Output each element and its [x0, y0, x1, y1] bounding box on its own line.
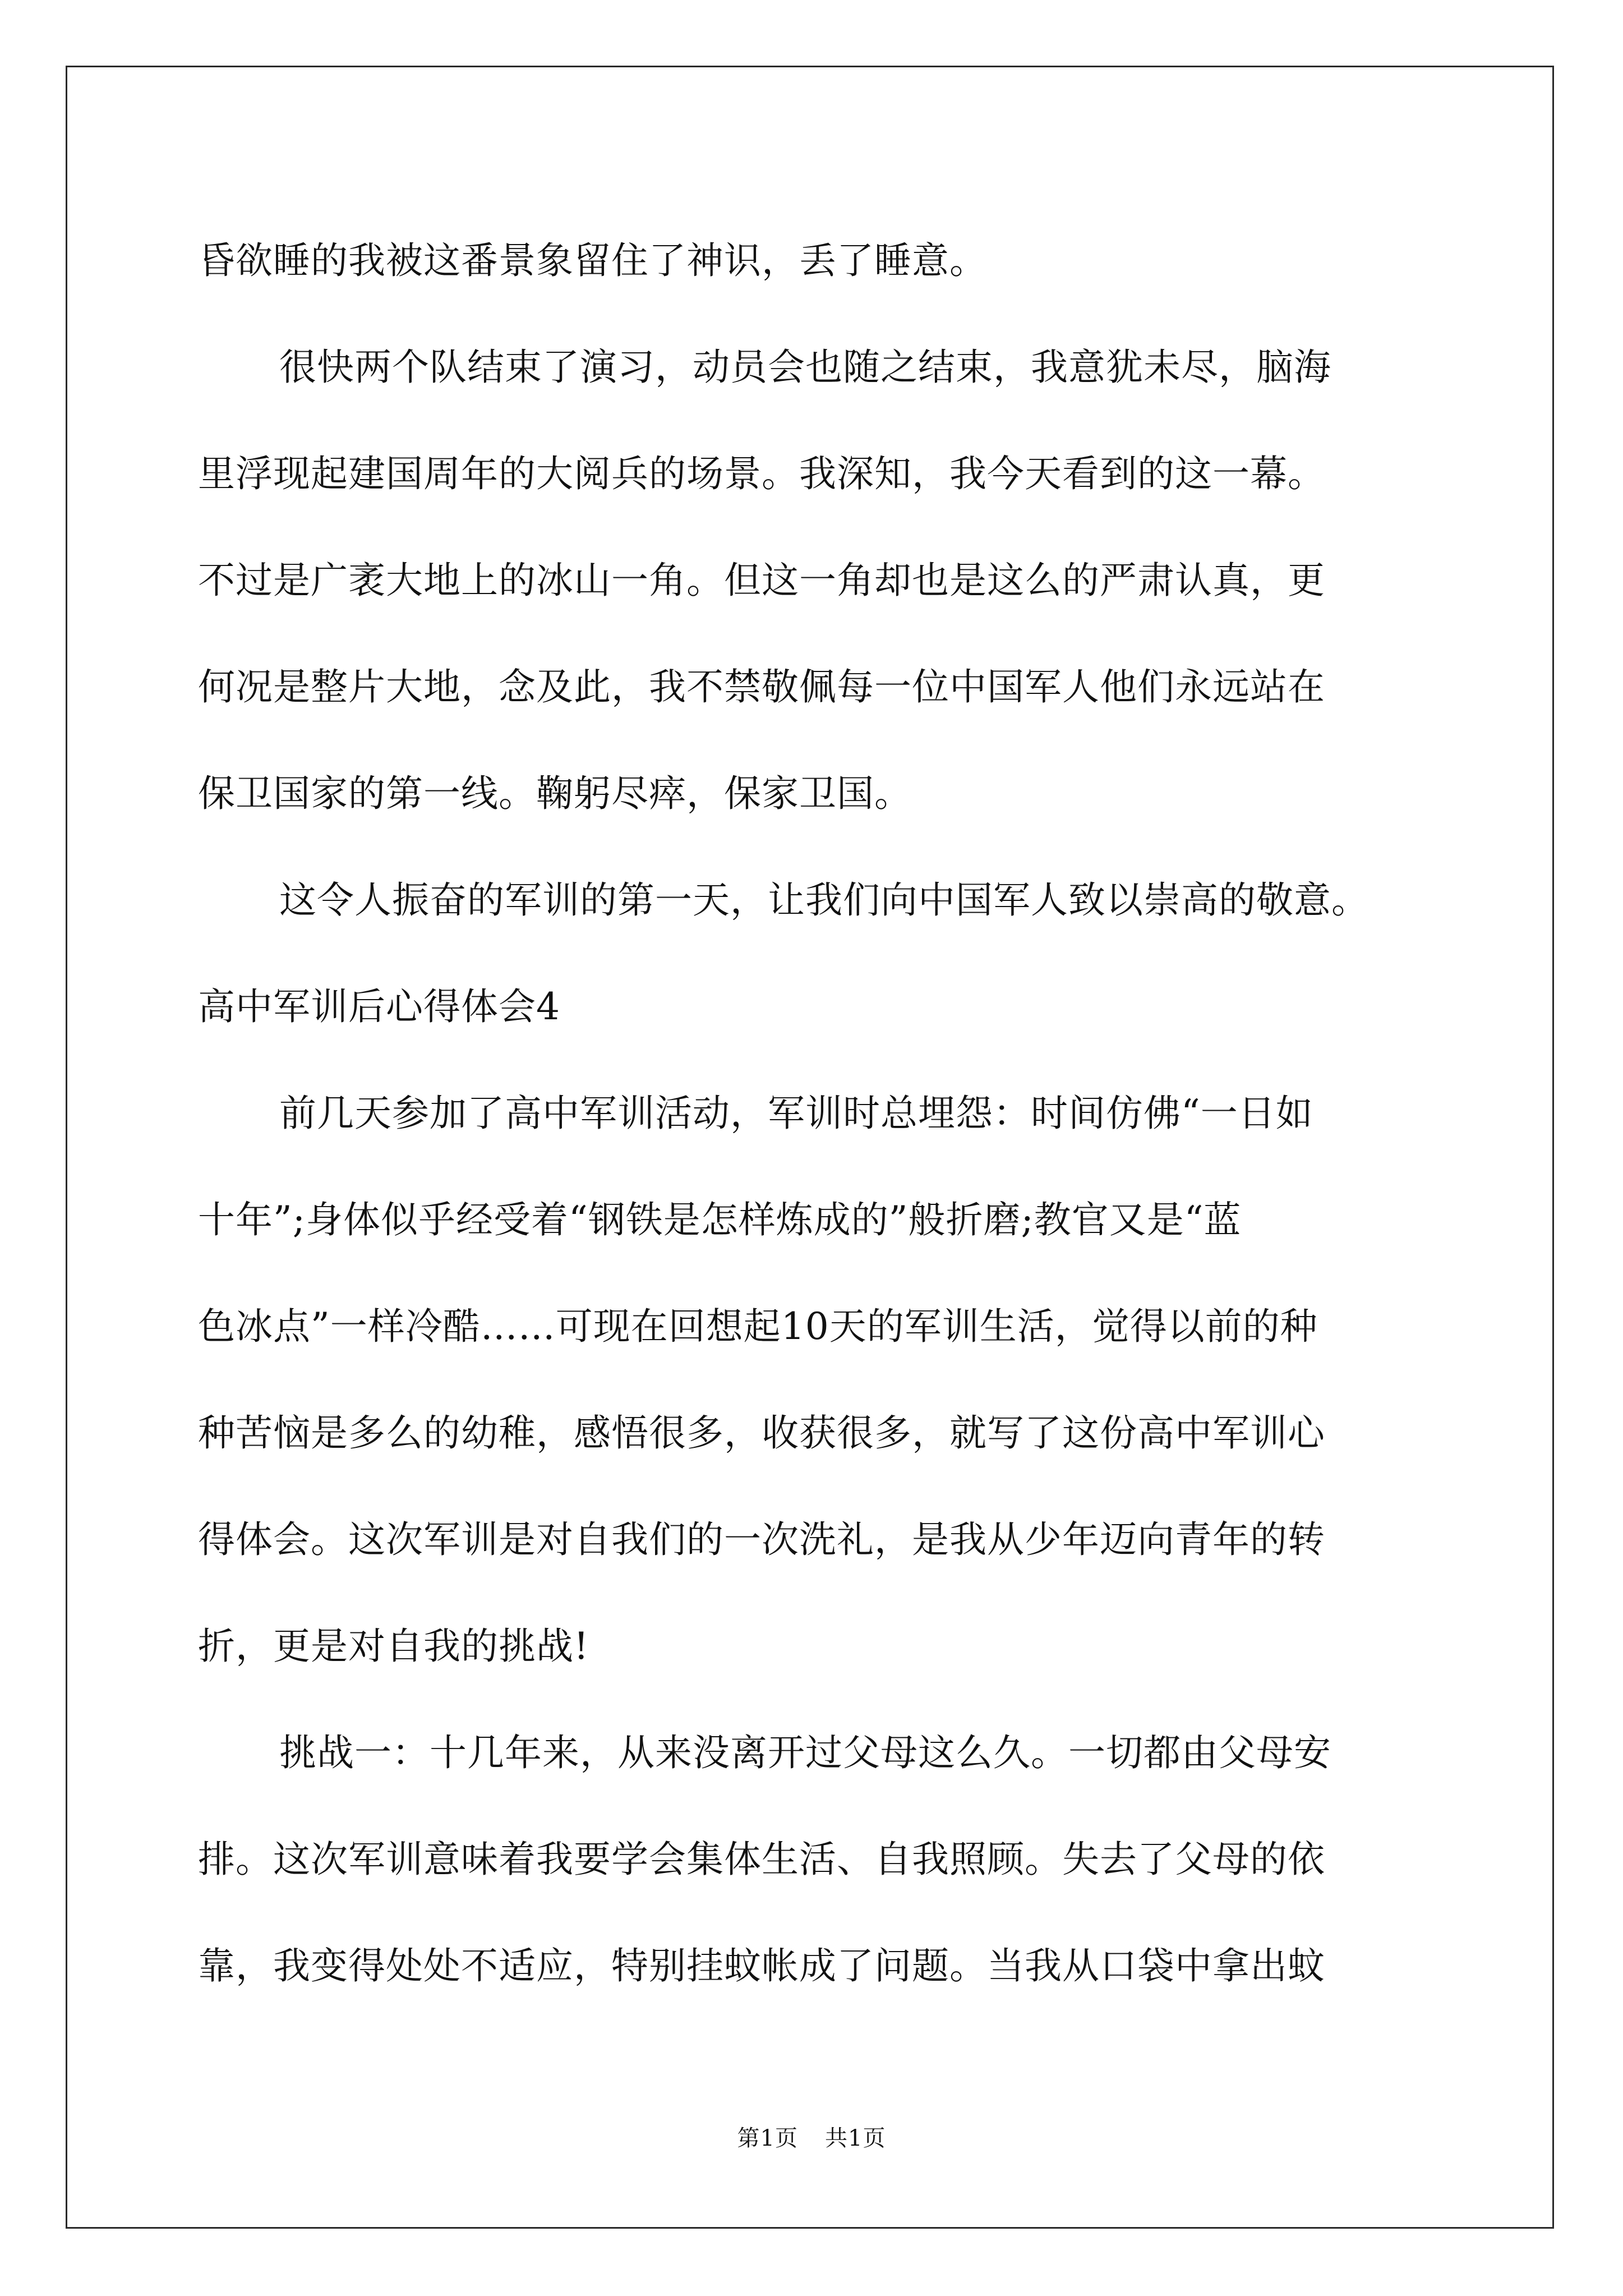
text-line: 挑战一：十几年来，从来没离开过父母这么久。一切都由父母安: [279, 1731, 1331, 1774]
text-line: 得体会。这次军训是对自我们的一次洗礼，是我从少年迈向青年的转: [198, 1518, 1325, 1561]
page-total: 共1页: [825, 2125, 886, 2151]
text-line: 色冰点”一样冷酷……可现在回想起10天的军训生活，觉得以前的种: [198, 1305, 1318, 1348]
text-line: 这令人振奋的军训的第一天，让我们向中国军人致以崇高的敬意。: [279, 878, 1369, 922]
text-line: 保卫国家的第一线。鞠躬尽瘁，保家卫国。: [198, 772, 912, 815]
text-line: 很快两个队结束了演习，动员会也随之结束，我意犹未尽，脑海: [279, 346, 1331, 389]
section-heading: 高中军训后心得体会4: [198, 985, 560, 1028]
text-line: 排。这次军训意味着我要学会集体生活、自我照顾。失去了父母的依: [198, 1838, 1325, 1881]
text-line: 何况是整片大地，念及此，我不禁敬佩每一位中国军人他们永远站在: [198, 665, 1325, 708]
text-line: 不过是广袤大地上的冰山一角。但这一角却也是这么的严肃认真，更: [198, 559, 1325, 602]
text-line: 里浮现起建国周年的大阅兵的场景。我深知，我今天看到的这一幕。: [198, 452, 1325, 495]
text-line: 种苦恼是多么的幼稚，感悟很多，收获很多，就写了这份高中军训心: [198, 1411, 1325, 1455]
text-line: 靠，我变得处处不适应，特别挂蚊帐成了问题。当我从口袋中拿出蚊: [198, 1944, 1325, 1987]
text-line: 前几天参加了高中军训活动，军训时总埋怨：时间仿佛“一日如: [279, 1092, 1313, 1135]
page-footer: [0, 2120, 1623, 2152]
document-body: [198, 208, 1426, 2019]
text-line: 折，更是对自我的挑战!: [198, 1625, 589, 1668]
text-line: 十年”;身体似乎经受着“钢铁是怎样炼成的”般折磨;教官又是“蓝: [198, 1198, 1242, 1241]
text-line: 昏欲睡的我被这番景象留住了神识，丢了睡意。: [198, 239, 987, 282]
page-number: 第1页: [737, 2125, 798, 2151]
